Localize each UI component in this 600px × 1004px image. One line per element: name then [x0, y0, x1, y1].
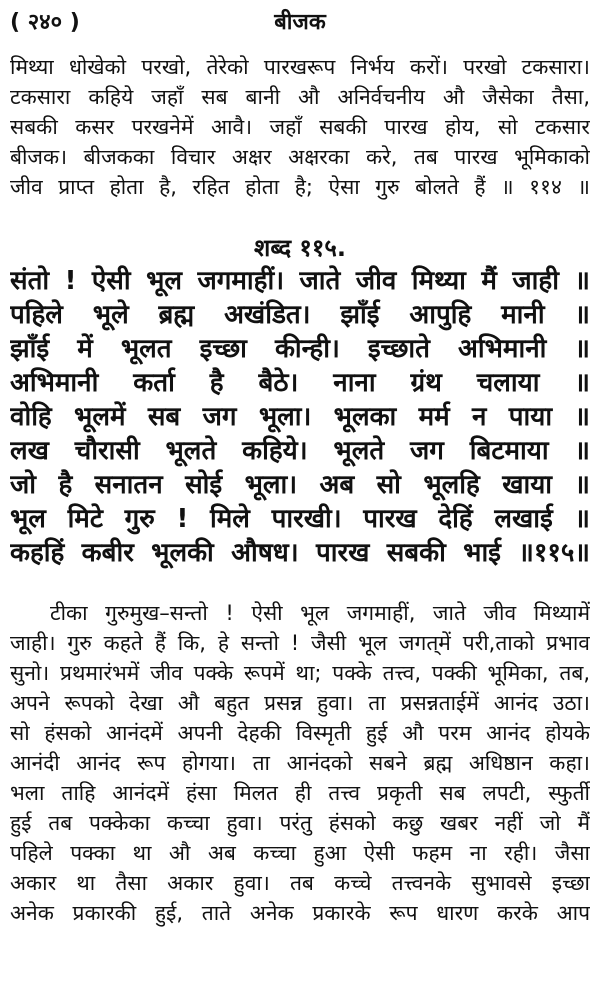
text-line: आनंदी आनंद रूप होगया। ता आनंदको सबने ब्रह्म अधिष्ठान कहा। — [10, 751, 590, 775]
verse-line: अभिमानी कर्ता है बैठे। नाना ग्रंथ चलाया ॥ — [10, 368, 590, 398]
verse-block — [10, 264, 590, 570]
text-line: जीव प्राप्त होता है, रहित होता है; ऐसा गुरु बोलते हैं ॥ ११४ ॥ — [10, 175, 590, 199]
text-line: अकार था तैसा अकार हुवा। तब कच्चे तत्त्वनके सुभावसे इच्छा — [10, 871, 590, 895]
text-line: भला ताहि आनंदमें हंसा मिलत ही तत्त्व प्रकृती सब लपटी, स्फुर्ती — [10, 781, 590, 805]
verse-line: जो है सनातन सोई भूला। अब सो भूलहि खाया ॥ — [10, 470, 590, 500]
verse-line: पहिले भूले ब्रह्म अखंडित। झाँई आपुहि मानी ॥ — [10, 300, 590, 330]
text-line: अनेक प्रकारकी हुई, ताते अनेक प्रकारके रूप धारण करके आप — [10, 901, 590, 925]
text-line: बीजक। बीजकका विचार अक्षर अक्षरका करे, तब पारख भूमिकाको — [10, 145, 590, 169]
paragraph-intro — [10, 52, 590, 202]
text-line: पहिले पक्का था औ अब कच्चा हुआ ऐसी फहम ना रही। जैसा — [10, 841, 590, 865]
verse-line: कहहिं कबीर भूलकी औषध। पारख सबकी भाई ॥११५॥ — [10, 538, 590, 568]
text-line: सबकी कसर परखनेमें आवै। जहाँ सबकी पारख होय, सो टकसार — [10, 115, 590, 139]
book-title: बीजक — [274, 10, 326, 35]
page-number: ( २४० ) — [10, 10, 80, 35]
text-line: टीका गुरुमुख–सन्तो ! ऐसी भूल जगमाहीं, जाते जीव मिथ्यामें — [50, 601, 590, 625]
page-header — [10, 6, 590, 38]
text-line: सो हंसको आनंदमें अपनी देहकी विस्मृती हुई औ परम आनंद होयके — [10, 721, 590, 745]
verse-line: झाँई में भूलत इच्छा कीन्ही। इच्छाते अभिमानी ॥ — [10, 334, 590, 364]
verse-line: भूल मिटे गुरु ! मिले पारखी। पारख देहिं लखाई ॥ — [10, 504, 590, 534]
text-line: जाही। गुरु कहते हैं कि, हे सन्तो ! जैसी भूल जगत्‌में परी,ताको प्रभाव — [10, 631, 590, 655]
text-line: अपने रूपको देखा औ बहुत प्रसन्न हुवा। ता प्रसन्नताईमें आनंद उठा। — [10, 691, 590, 715]
text-line: मिथ्या धोखेको परखो, तेरेको पारखरूप निर्भय करों। परखो टकसारा। — [10, 55, 590, 79]
verse-line: संतो ! ऐसी भूल जगमाहीं। जाते जीव मिथ्या मैं जाही ॥ — [10, 266, 590, 296]
text-line: हुई तब पक्केका कच्चा हुवा। परंतु हंसको कछु खबर नहीं जो मैं — [10, 811, 590, 835]
verse-line: वोहि भूलमें सब जग भूला। भूलका मर्म न पाया ॥ — [10, 402, 590, 432]
paragraph-commentary — [10, 598, 590, 928]
verse-line: लख चौरासी भूलते कहिये। भूलते जग बिटमाया ॥ — [10, 436, 590, 466]
section-heading: शब्द ११५. — [254, 234, 346, 262]
text-line: सुनो। प्रथमारंभमें जीव पक्के रूपमें था; पक्के तत्त्व, पक्की भूमिका, तब, — [10, 661, 590, 685]
text-line: टकसारा कहिये जहाँ सब बानी औ अनिर्वचनीय औ जैसेका तैसा, — [10, 85, 590, 109]
